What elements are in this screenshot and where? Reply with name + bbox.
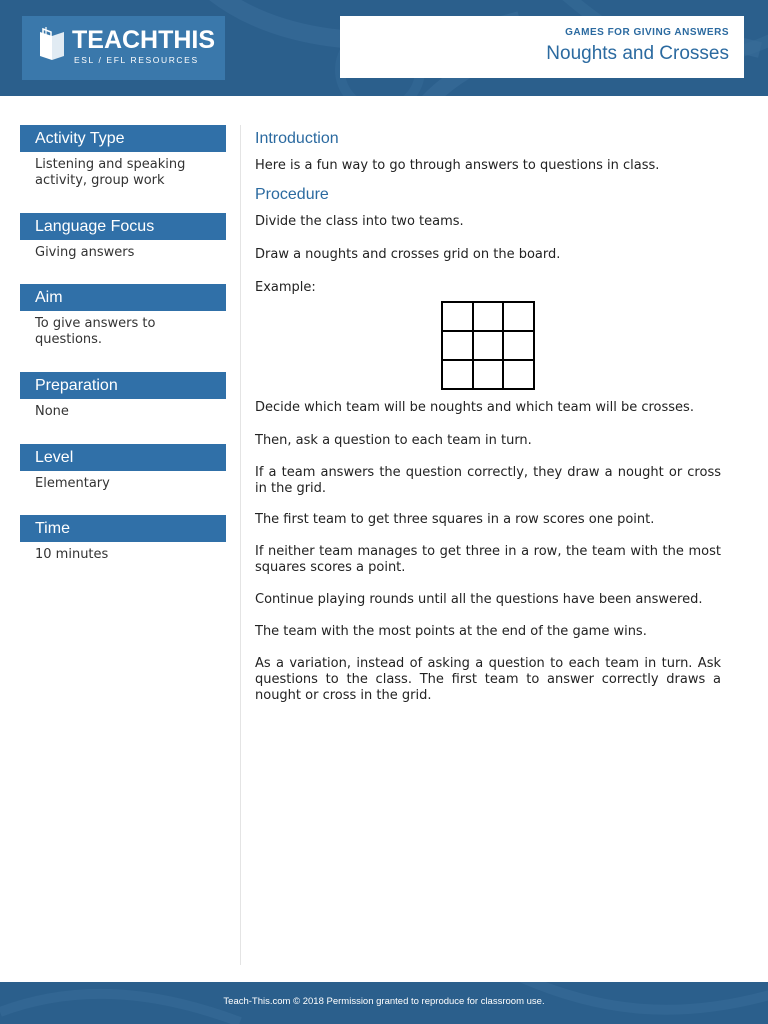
procedure-step: The first team to get three squares in a row scores one point. xyxy=(255,512,655,527)
grid-cell xyxy=(473,360,504,389)
introduction-heading: Introduction xyxy=(255,130,339,147)
sidebar-value: Giving answers xyxy=(35,245,135,260)
procedure-step: The team with the most points at the end of the game wins. xyxy=(255,624,647,639)
sidebar-value: Listening and speaking activity, group work xyxy=(35,157,186,188)
sidebar-section-language-focus xyxy=(20,213,226,284)
grid-cell xyxy=(442,331,473,360)
grid-cell xyxy=(503,302,534,331)
grid-cell xyxy=(503,331,534,360)
sidebar-section-level xyxy=(20,444,226,515)
sidebar-section-activity-type xyxy=(20,125,226,213)
procedure-step: If neither team manages to get three in a row, the team with the most squares scores a point. xyxy=(255,544,721,575)
procedure-step: Draw a noughts and crosses grid on the board. xyxy=(255,247,561,262)
introduction-text: Here is a fun way to go through answers to questions in class. xyxy=(255,158,660,173)
procedure-heading: Procedure xyxy=(255,186,329,203)
main-content xyxy=(255,128,721,704)
grid-cell xyxy=(442,302,473,331)
column-divider xyxy=(240,125,241,965)
procedure-step: Decide which team will be noughts and which team will be crosses. xyxy=(255,400,694,415)
copyright-text: Teach-This.com © 2018 Permission granted to reproduce for classroom use. xyxy=(223,996,545,1007)
procedure-step: Divide the class into two teams. xyxy=(255,214,464,229)
page-kicker: GAMES FOR GIVING ANSWERS xyxy=(565,27,729,38)
sidebar-heading: Time xyxy=(20,515,226,542)
title-box xyxy=(340,16,744,78)
logo-subtitle: ESL / EFL RESOURCES xyxy=(74,55,199,65)
info-sidebar xyxy=(20,125,226,575)
sidebar-heading: Level xyxy=(20,444,226,471)
grid-cell xyxy=(473,331,504,360)
sidebar-value: None xyxy=(35,404,69,419)
sidebar-value: 10 minutes xyxy=(35,547,109,562)
logo-title: TEACHTHIS xyxy=(72,26,216,54)
procedure-step: As a variation, instead of asking a question to each team in turn. Ask questions to the class. The first team to answer correctly draws a nought or cross in the grid. xyxy=(255,656,721,703)
page-title: Noughts and Crosses xyxy=(546,43,729,64)
page-footer xyxy=(0,982,768,1024)
book-icon xyxy=(36,26,68,62)
sidebar-heading: Preparation xyxy=(20,372,226,399)
procedure-step: Continue playing rounds until all the questions have been answered. xyxy=(255,592,703,607)
sidebar-heading: Aim xyxy=(20,284,226,311)
page-header xyxy=(0,0,768,96)
sidebar-heading: Language Focus xyxy=(20,213,226,240)
grid-cell xyxy=(442,360,473,389)
sidebar-heading: Activity Type xyxy=(20,125,226,152)
procedure-step: Then, ask a question to each team in turn. xyxy=(255,433,532,448)
grid-cell xyxy=(473,302,504,331)
sidebar-section-preparation xyxy=(20,372,226,444)
sidebar-value: To give answers to questions. xyxy=(35,316,156,347)
noughts-and-crosses-grid xyxy=(441,301,535,390)
procedure-step: If a team answers the question correctly, they draw a nought or cross in the grid. xyxy=(255,465,721,496)
sidebar-value: Elementary xyxy=(35,476,110,491)
teachthis-logo xyxy=(22,16,225,80)
sidebar-section-aim xyxy=(20,284,226,372)
sidebar-section-time xyxy=(20,515,226,575)
grid-cell xyxy=(503,360,534,389)
procedure-step: Example: xyxy=(255,280,316,295)
